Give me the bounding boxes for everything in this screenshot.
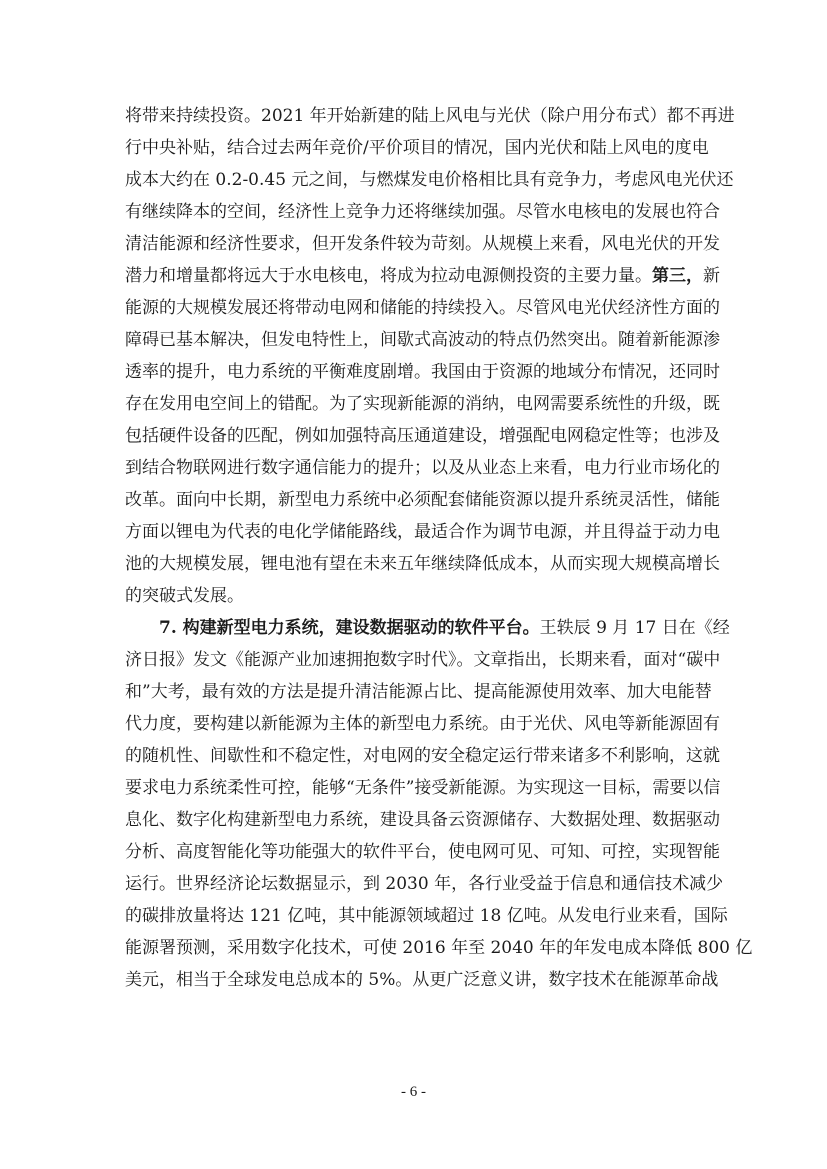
bold-run-third: 第三， [652,266,703,286]
text-line: 存在发用电空间上的错配。为了实现新能源的消纳，电网需要系统性的升级，既 [125,394,720,414]
text-line: 清洁能源和经济性要求，但开发条件较为苛刻。从规模上来看，风电光伏的开发 [125,234,720,254]
text-line: 美元，相当于全球发电总成本的 5%。从更广泛意义讲，数字技术在能源革命战 [125,970,719,990]
text-line [125,260,720,292]
section-heading: 7. 构建新型电力系统，建设数据驱动的软件平台。 [159,618,540,638]
text-line: 池的大规模发展，锂电池有望在未来五年继续降低成本，从而实现大规模高增长 [125,554,720,574]
text-line [125,612,730,644]
text-line: 方面以锂电为代表的电化学储能路线，最适合作为调节电源，并且得益于动力电 [125,522,720,542]
text-line: 成本大约在 0.2-0.45 元之间，与燃煤发电价格相比具有竞争力，考虑风电光伏还 [125,170,734,190]
text-line: 要求电力系统柔性可控，能够“无条件”接受新能源。为实现这一目标，需要以信 [125,778,721,798]
text-line: 能源署预测，采用数字化技术，可使 2016 年至 2040 年的年发电成本降低 800 亿 [125,938,753,958]
text-line: 透率的提升，电力系统的平衡难度剧增。我国由于资源的地域分布情况，还同时 [125,362,720,382]
text-run: 王轶辰 9 月 17 日在《经 [539,618,730,638]
text-line: 到结合物联网进行数字通信能力的提升；以及从业态上来看，电力行业市场化的 [125,458,720,478]
text-line: 包括硬件设备的匹配，例如加强特高压通道建设，增强配电网稳定性等；也涉及 [125,426,720,446]
text-line: 行中央补贴，结合过去两年竞价/平价项目的情况，国内光伏和陆上风电的度电 [125,138,709,158]
page-number: - 6 - [401,1084,426,1100]
text-line: 将带来持续投资。2021 年开始新建的陆上风电与光伏（除户用分布式）都不再进 [125,106,735,126]
text-line: 的碳排放量将达 121 亿吨，其中能源领域超过 18 亿吨。从发电行业来看，国际 [125,906,728,926]
text-line: 改革。面向中长期，新型电力系统中必须配套储能资源以提升系统灵活性，储能 [125,490,720,510]
text-line: 的突破式发展。 [125,586,244,606]
text-line: 分析、高度智能化等功能强大的软件平台，使电网可见、可知、可控，实现智能 [125,842,720,862]
text-run: 潜力和增量都将远大于水电核电，将成为拉动电源侧投资的主要力量。 [125,266,652,286]
text-line: 有继续降本的空间，经济性上竞争力还将继续加强。尽管水电核电的发展也符合 [125,202,720,222]
text-line: 济日报》发文《能源产业加速拥抱数字时代》。文章指出，长期来看，面对“碳中 [125,650,721,670]
text-line: 运行。世界经济论坛数据显示，到 2030 年，各行业受益于信息和通信技术减少 [125,874,724,894]
text-line: 的随机性、间歇性和不稳定性，对电网的安全稳定运行带来诸多不利影响，这就 [125,746,720,766]
text-line: 障碍已基本解决，但发电特性上，间歇式高波动的特点仍然突出。随着新能源渗 [125,330,720,350]
text-line: 和”大考，最有效的方法是提升清洁能源占比、提高能源使用效率、加大电能替 [125,682,712,702]
text-line: 息化、数字化构建新型电力系统，建设具备云资源储存、大数据处理、数据驱动 [125,810,720,830]
text-line: 代力度，要构建以新能源为主体的新型电力系统。由于光伏、风电等新能源固有 [125,714,720,734]
body-text [125,100,753,996]
paragraph-section-7 [125,612,753,996]
paragraph-continued [125,100,735,612]
text-run: 新 [703,266,720,286]
text-line: 能源的大规模发展还将带动电网和储能的持续投入。尽管风电光伏经济性方面的 [125,298,720,318]
